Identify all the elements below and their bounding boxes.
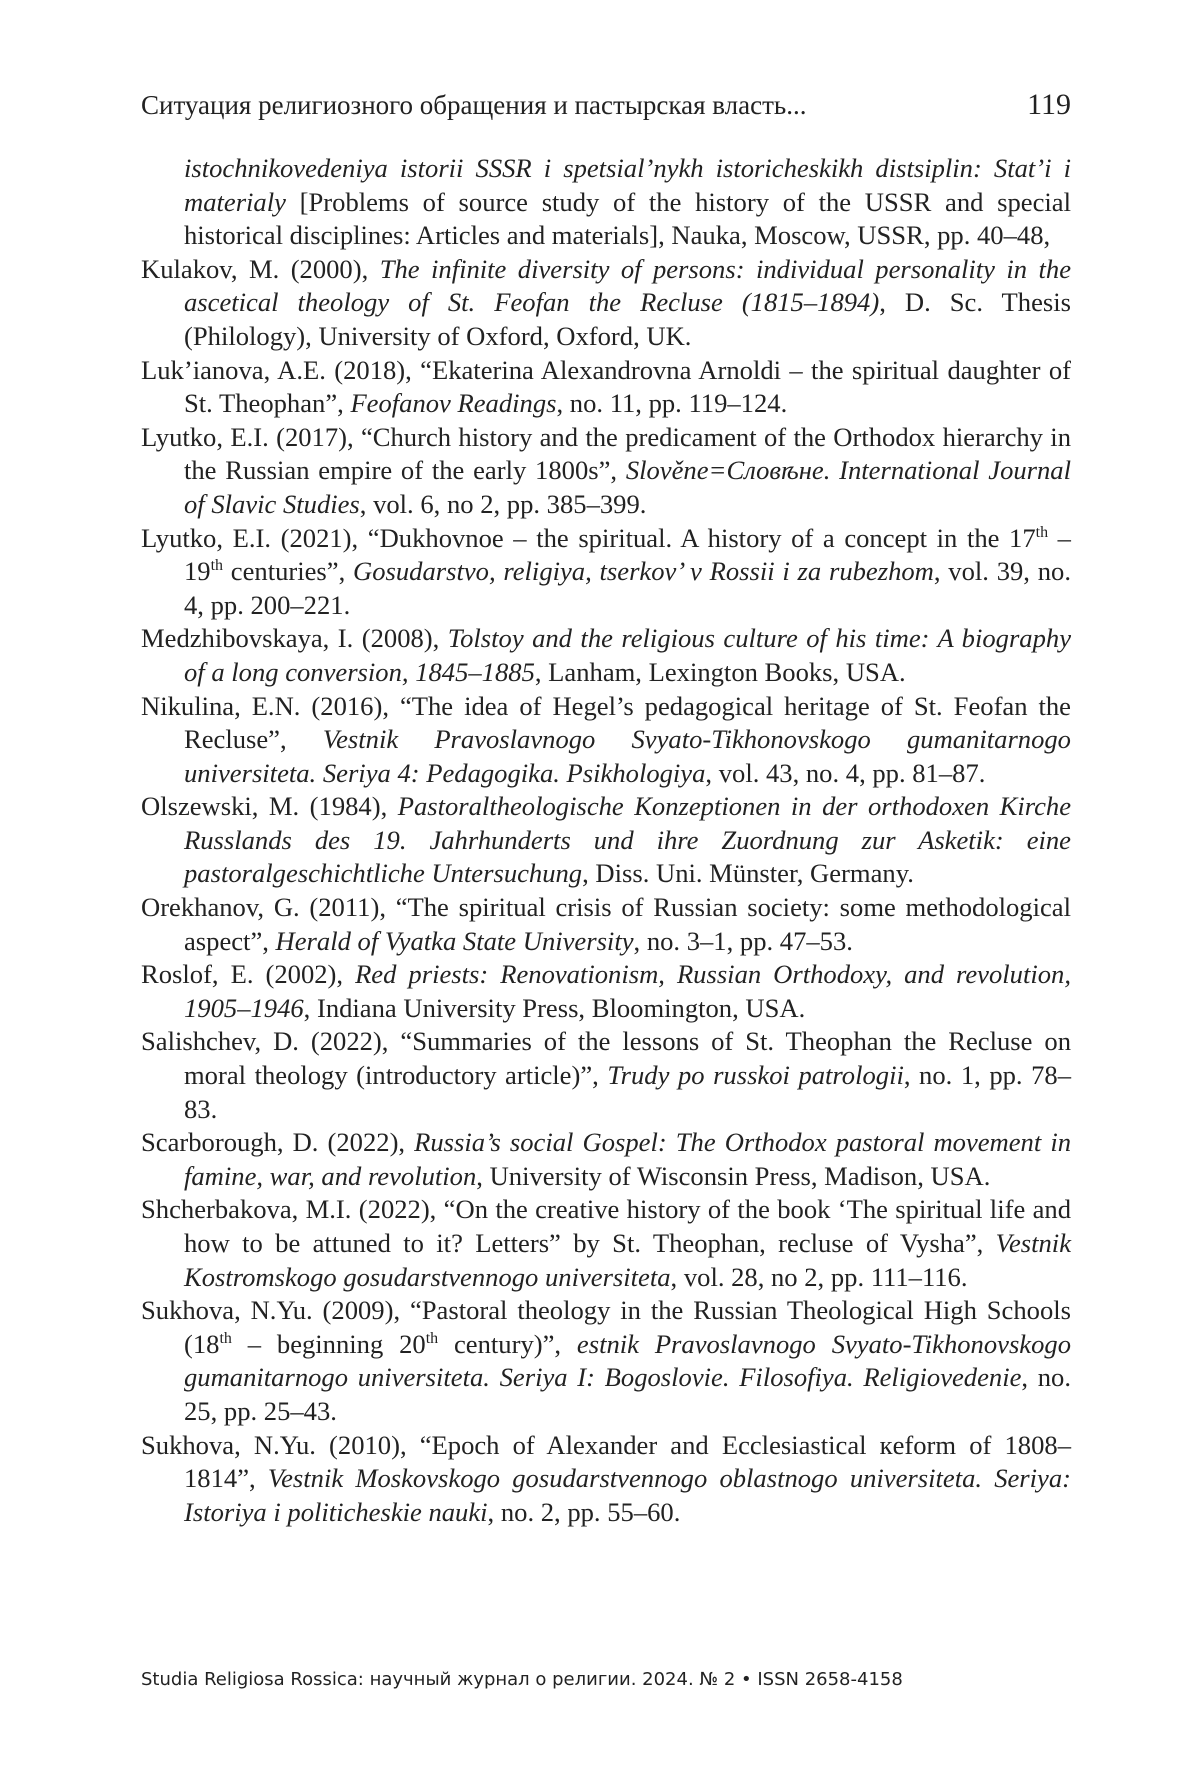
reference-text: , University of Wisconsin Press, Madison, USA.: [476, 1160, 991, 1191]
reference-text: , vol. 6, no 2, pp. 385–399.: [359, 488, 647, 519]
reference-text: Luk’ianova, A.E. (2018), “Ekaterina Alexandrovna Arnoldi – the spiritual daughter of St. Theophan”,: [141, 354, 1071, 419]
reference-entry: [141, 253, 1071, 354]
reference-entry: [141, 690, 1071, 791]
reference-entry-continued: [141, 152, 1071, 253]
reference-text: Medzhibovskaya, I. (2008),: [141, 623, 448, 654]
reference-title: Slověne=Словѣне. International Journal of Slavic Studies: [184, 455, 1071, 519]
reference-entry: [141, 421, 1071, 522]
reference-text: Sukhova, N.Yu. (2009), “Pastoral theology in the Russian Theological High Schools (18: [141, 1295, 1071, 1359]
running-title: Ситуация религиозного обращения и пастырская власть...: [141, 90, 807, 120]
page-number: 119: [1027, 88, 1071, 121]
reference-text: centuries”,: [223, 556, 354, 587]
reference-title: Gosudarstvo, religiya, tserkov’ v Rossii i za rubezhom: [353, 556, 934, 587]
reference-text: Kulakov, M. (2000),: [141, 253, 380, 284]
reference-text: Olszewski, M. (1984),: [141, 791, 398, 822]
reference-text: Shcherbakova, M.I. (2022), “On the creative history of the book ‘The spiritual life and how to be attuned to it? Letters” by St. Theophan, recluse of Vysha”,: [141, 1194, 1071, 1258]
reference-text: Roslof, E. (2002),: [141, 959, 356, 990]
reference-title: Vestnik Pravoslavnogo Svyato-Tikhonovskogo gumanitarnogo universiteta. Seriya 4: Pedagogika. Psikhologiya: [184, 724, 1071, 788]
reference-text: , vol. 28, no 2, pp. 111–116.: [670, 1261, 968, 1292]
reference-text: , no. 2, pp. 55–60.: [487, 1496, 681, 1527]
reference-text: Salishchev, D. (2022), “Summaries of the lessons of St. Theophan the Recluse on moral theology (introductory article)”,: [141, 1026, 1071, 1091]
reference-entry: [141, 522, 1071, 623]
reference-text: Nikulina, E.N. (2016), “The idea of Hegel’s pedagogical heritage of St. Feofan the Recluse”,: [141, 690, 1071, 755]
reference-list: [141, 152, 1071, 1529]
reference-text: , Diss. Uni. Münster, Germany.: [582, 858, 914, 889]
reference-title: Vestnik Moskovskogo gosudarstvennogo oblastnogo universiteta. Seriya: Istoriya i politicheskie nauki: [184, 1463, 1072, 1527]
superscript: th: [425, 1329, 439, 1347]
reference-title: Russia’s social Gospel: The Orthodox pastoral movement in famine, war, and revolution: [184, 1127, 1071, 1191]
reference-text: , vol. 39, no. 4, pp. 200–221.: [184, 556, 1071, 620]
reference-title: Red priests: Renovationism, Russian Orthodoxy, and revolution, 1905–1946: [184, 959, 1071, 1023]
reference-text: Scarborough, D. (2022),: [141, 1127, 415, 1158]
reference-text: , vol. 43, no. 4, pp. 81–87.: [705, 757, 986, 788]
reference-entry: [141, 1294, 1071, 1428]
reference-title: Trudy po russkoi patrologii: [607, 1060, 904, 1091]
reference-title: Tolstoy and the religious culture of his time: A biography of a long conversion, 1845–1885: [184, 623, 1071, 687]
reference-entry: [141, 1193, 1071, 1294]
reference-text: Sukhova, N.Yu. (2010), “Epoch of Alexander and Ecclesiastical кeform of 1808–1814”,: [141, 1429, 1071, 1494]
reference-entry: [141, 958, 1071, 1025]
reference-title: Herald of Vyatka State University: [275, 925, 634, 956]
reference-text: [Problems of source study of the history of the USSR and special historical disciplines: Articles and materials], Nauka, Moscow, USSR, pp. 40–48,: [184, 186, 1071, 251]
reference-text: , no. 3–1, pp. 47–53.: [633, 925, 853, 956]
reference-entry: [141, 1429, 1071, 1530]
journal-footer: Studia Religiosa Rossica: научный журнал о религии. 2024. № 2 • ISSN 2658-4158: [141, 1669, 903, 1690]
reference-entry: [141, 622, 1071, 689]
reference-text: , no. 25, pp. 25–43.: [184, 1362, 1072, 1426]
reference-text: – 19: [184, 522, 1071, 587]
superscript: th: [219, 1329, 232, 1347]
reference-text: , Lanham, Lexington Books, USA.: [534, 656, 906, 687]
reference-text: , D. Sc. Thesis (Philology), University of Oxford, Oxford, UK.: [184, 287, 1071, 351]
superscript: th: [1035, 523, 1049, 541]
reference-text: Orekhanov, G. (2011), “The spiritual crisis of Russian society: some methodological aspect”,: [141, 892, 1071, 956]
reference-text: , no. 11, pp. 119–124.: [556, 388, 788, 419]
reference-text: Lyutko, E.I. (2021), “Dukhovnoe – the spiritual. A history of a concept in the 17: [141, 522, 1036, 553]
superscript: th: [210, 557, 224, 575]
reference-title: istochnikovedeniya istorii SSSR i spetsial’nykh istoricheskikh distsiplin: Stat’i i materialy: [184, 153, 1071, 217]
reference-title: Pastoraltheologische Konzeptionen in der orthodoxen Kirche Russlands des 19. Jahrhunderts und ihre Zuordnung zur Asketik: eine pastoralgeschichtliche Untersuchung: [184, 791, 1071, 889]
reference-text: century)”,: [438, 1328, 577, 1359]
reference-title: estnik Pravoslavnogo Svyato-Tikhonovskogo gumanitarnogo universiteta. Seriya I: Bogoslovie. Filosofiya. Religiovedenie: [184, 1328, 1071, 1393]
reference-entry: [141, 790, 1071, 891]
reference-text: , Indiana University Press, Bloomington, USA.: [303, 992, 806, 1023]
reference-entry: [141, 354, 1071, 421]
reference-text: – beginning 20: [231, 1328, 426, 1359]
reference-entry: [141, 1126, 1071, 1193]
reference-title: The infinite diversity of persons: individual personality in the ascetical theology of St. Feofan the Recluse (1815–1894): [184, 253, 1072, 318]
reference-title: Feofanov Readings: [350, 388, 557, 419]
reference-text: , no. 1, pp. 78–83.: [184, 1060, 1072, 1124]
reference-title: Vestnik Kostromskogo gosudarstvennogo universiteta: [184, 1228, 1071, 1292]
reference-entry: [141, 891, 1071, 958]
reference-entry: [141, 1025, 1071, 1126]
reference-text: Lyutko, E.I. (2017), “Church history and the predicament of the Orthodox hierarchy in the Russian empire of the early 1800s”,: [141, 421, 1071, 486]
running-head: [141, 88, 1071, 122]
